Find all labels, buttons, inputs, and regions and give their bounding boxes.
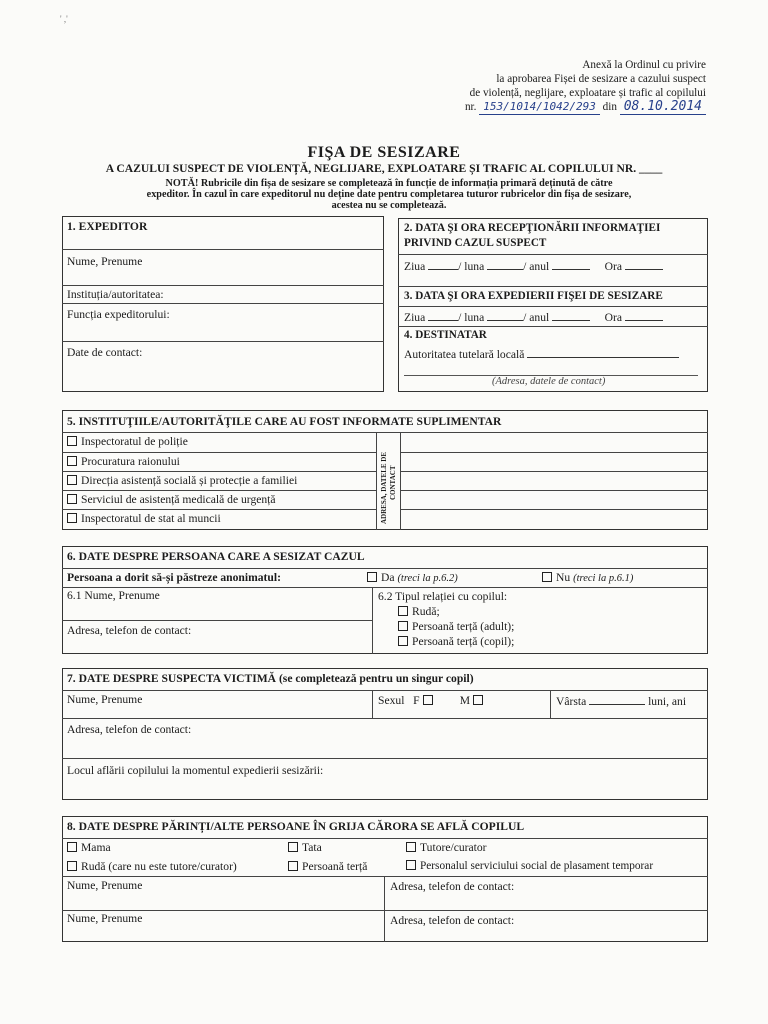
institution-item-label: Serviciul de asistență medicală de urgență	[81, 493, 276, 506]
vertical-label-1: ADRESA, DATELE DE	[380, 451, 388, 524]
ruda-label: Rudă (care nu este tutore/curator)	[81, 860, 237, 873]
nr-label: nr.	[464, 101, 477, 113]
luna-label-3: / luna	[458, 311, 485, 324]
nu-label: Nu	[556, 571, 571, 584]
relation-label: 6.2 Tipul relației cu copilul:	[378, 590, 508, 603]
relation-item-label: Persoană terță (adult);	[412, 620, 515, 633]
victim-address-label: Adresa, telefon de contact:	[67, 723, 192, 736]
note-line-3: acestea nu se completează.	[331, 200, 447, 211]
institution-item	[67, 455, 180, 468]
checkbox[interactable]	[67, 475, 77, 485]
ziua-field-3[interactable]	[428, 310, 458, 321]
institution-item	[67, 435, 188, 448]
note	[94, 178, 684, 211]
destinatar-hint: (Adresa, datele de contact)	[492, 376, 606, 387]
option-nu	[542, 571, 633, 584]
mama-label: Mama	[81, 841, 111, 854]
order-number: 153/1014/1042/293	[479, 100, 600, 115]
caregiver-2-name-label: Nume, Prenume	[67, 912, 143, 925]
dispatch-date-row	[404, 310, 663, 324]
checkbox[interactable]	[67, 456, 77, 466]
checkbox[interactable]	[398, 606, 408, 616]
section-1-title: 1. EXPEDITOR	[67, 220, 148, 233]
checkbox-nu[interactable]	[542, 572, 552, 582]
section-3-title: 3. DATA ŞI ORA EXPEDIERII FIŞEI DE SESIZARE	[404, 290, 663, 302]
annex-header	[465, 58, 706, 115]
checkbox[interactable]	[398, 621, 408, 631]
section-8-title: 8. DATE DESPRE PĂRINȚI/ALTE PERSOANE ÎN GRIJA CĂRORA SE AFLĂ COPILUL	[67, 820, 525, 833]
note-line-1: NOTĂ! Rubricile din fișa de sesizare se completează în funcție de informația primară deținută de către	[165, 178, 613, 189]
option-da	[367, 571, 458, 584]
checkbox[interactable]	[398, 636, 408, 646]
option-tata	[288, 841, 322, 854]
option-ruda	[67, 860, 237, 873]
institution-item-label: Procuratura raionului	[81, 455, 180, 468]
checkbox[interactable]	[406, 842, 416, 852]
checkbox[interactable]	[67, 494, 77, 504]
annex-line-1: Anexă la Ordinul cu privire	[582, 59, 706, 71]
anul-label: / anul	[523, 260, 550, 273]
age-field[interactable]	[589, 694, 645, 705]
scan-mark: ' ,'	[60, 14, 68, 24]
luna-field-3[interactable]	[487, 310, 523, 321]
option-mama	[67, 841, 111, 854]
function-label: Funcția expeditorului:	[67, 308, 170, 321]
relation-item	[398, 620, 514, 633]
institution-item-label: Direcția asistență socială și protecție a familiei	[81, 474, 298, 487]
option-plasament	[406, 860, 653, 872]
din-label: din	[602, 101, 617, 113]
da-hint: (treci la p.6.2)	[397, 573, 458, 584]
age-unit: luni, ani	[648, 695, 687, 708]
tata-label: Tata	[302, 841, 322, 854]
victim-location-label: Locul aflării copilului la momentul expedierii sesizării:	[67, 764, 324, 777]
sex-row	[378, 694, 487, 707]
checkbox[interactable]	[67, 861, 77, 871]
anul-field[interactable]	[552, 259, 590, 270]
anul-field-3[interactable]	[552, 310, 590, 321]
checkbox[interactable]	[67, 842, 77, 852]
age-label: Vârsta	[556, 695, 587, 708]
section-5-title: 5. INSTITUŢIILE/AUTORITĂŢILE CARE AU FOST INFORMATE SUPLIMENTAR	[67, 415, 502, 428]
relation-item	[398, 605, 440, 618]
checkbox[interactable]	[288, 861, 298, 871]
anonymity-label: Persoana a dorit să-și păstreze anonimatul:	[67, 571, 281, 584]
ora-label-3: Ora	[604, 311, 623, 324]
authority-field[interactable]	[527, 347, 679, 358]
sex-label: Sexul	[378, 694, 405, 707]
option-tutore	[406, 841, 487, 854]
sex-f-label: F	[413, 694, 420, 707]
section-6-title: 6. DATE DESPRE PERSOANA CARE A SESIZAT CAZUL	[67, 550, 365, 563]
ziua-label-3: Ziua	[404, 311, 426, 324]
checkbox[interactable]	[406, 860, 416, 870]
section-7-title: 7. DATE DESPRE SUSPECTA VICTIMĂ (se completează pentru un singur copil)	[67, 672, 474, 685]
tutore-label: Tutore/curator	[420, 841, 487, 854]
institution-label: Instituția/autoritatea:	[67, 288, 164, 301]
ziua-field[interactable]	[428, 259, 458, 270]
annex-line-3: de violență, neglijare, exploatare și trafic al copilului	[469, 87, 706, 99]
luna-field[interactable]	[487, 259, 523, 270]
victim-name-label: Nume, Prenume	[67, 693, 143, 706]
institution-item	[67, 512, 221, 525]
reporter-name-label: 6.1 Nume, Prenume	[67, 589, 160, 602]
authority-row	[404, 347, 679, 361]
section-2-title-2: PRIVIND CAZUL SUSPECT	[404, 237, 547, 249]
section-2-title-1: 2. DATA ŞI ORA RECEPŢIONĂRII INFORMAŢIEI	[404, 222, 661, 234]
section-4-title: 4. DESTINATAR	[404, 329, 487, 341]
page-title: FIŞA DE SESIZARE	[307, 144, 461, 161]
note-line-2: expeditor. În cazul în care expeditorul nu deține date pentru completarea tuturor rubricelor din fișa de sesizare,	[146, 189, 632, 200]
sex-m-label: M	[459, 694, 471, 707]
section-expeditor	[62, 216, 384, 392]
checkbox[interactable]	[67, 436, 77, 446]
caregiver-2-address-label: Adresa, telefon de contact:	[390, 914, 515, 927]
institution-item	[67, 474, 297, 487]
institution-item	[67, 493, 276, 506]
relation-item	[398, 635, 514, 648]
order-date: 08.10.2014	[620, 100, 706, 115]
reporter-address-label: Adresa, telefon de contact:	[67, 624, 192, 637]
option-terta	[288, 860, 367, 873]
authority-label: Autoritatea tutelară locală	[404, 348, 525, 361]
annex-line-4	[465, 100, 706, 115]
annex-line-2: la aprobarea Fișei de sesizare a cazului suspect	[496, 73, 706, 85]
institution-item-label: Inspectoratul de stat al muncii	[81, 512, 221, 525]
contact-label: Date de contact:	[67, 346, 143, 359]
expeditor-name-label: Nume, Prenume	[67, 255, 143, 268]
ziua-label: Ziua	[404, 260, 426, 273]
relation-item-label: Rudă;	[412, 605, 440, 618]
caregiver-1-address-label: Adresa, telefon de contact:	[390, 880, 515, 893]
ora-field[interactable]	[625, 259, 663, 270]
relation-item-label: Persoană terță (copil);	[412, 635, 515, 648]
page-subtitle: A CAZULUI SUSPECT DE VIOLENȚĂ, NEGLIJARE, EXPLOATARE ȘI TRAFIC AL COPILULUI NR. ____	[105, 162, 663, 175]
ora-label: Ora	[604, 260, 623, 273]
luna-label: / luna	[458, 260, 485, 273]
reception-date-row	[404, 259, 663, 273]
caregiver-1-name-label: Nume, Prenume	[67, 879, 143, 892]
age-row	[556, 694, 686, 708]
ora-field-3[interactable]	[625, 310, 663, 321]
checkbox-m[interactable]	[473, 695, 483, 705]
da-label: Da	[381, 571, 395, 584]
vertical-label-2: CONTACT	[389, 465, 397, 500]
plasament-label: Personalul serviciului social de plasament temporar	[420, 860, 654, 872]
institution-item-label: Inspectoratul de poliție	[81, 435, 188, 448]
anul-label-3: / anul	[523, 311, 550, 324]
checkbox-da[interactable]	[367, 572, 377, 582]
checkbox[interactable]	[288, 842, 298, 852]
checkbox-f[interactable]	[423, 695, 433, 705]
section-caregivers	[62, 816, 708, 942]
checkbox[interactable]	[67, 513, 77, 523]
nu-hint: (treci la p.6.1)	[573, 573, 634, 584]
terta-label: Persoană terță	[302, 860, 368, 873]
